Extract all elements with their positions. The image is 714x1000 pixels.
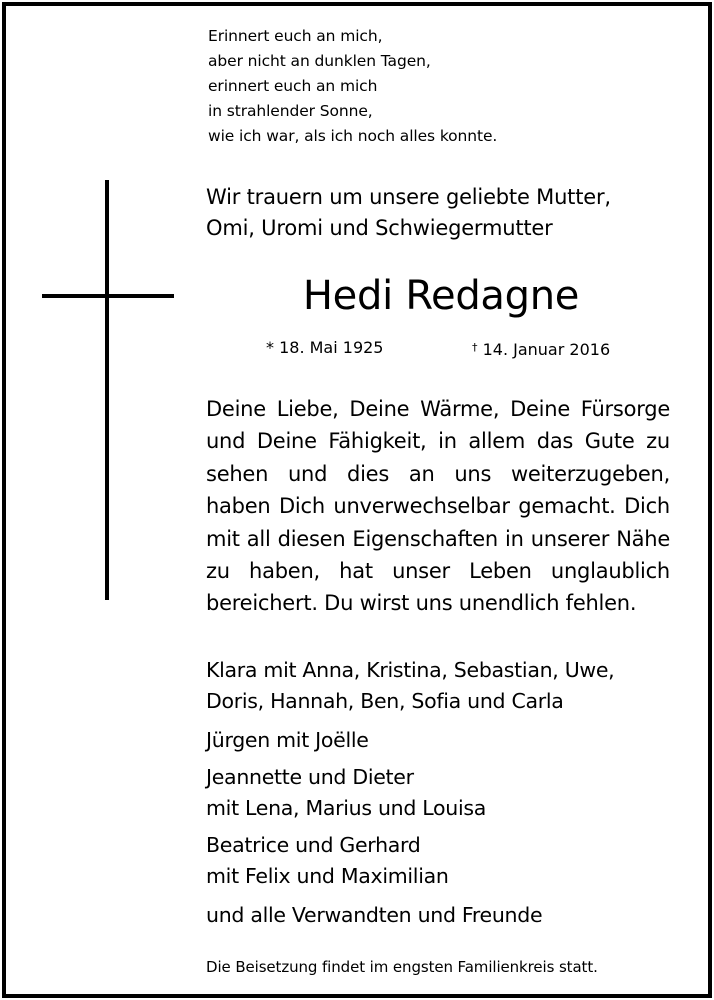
- tribute-text: Deine Liebe, Deine Wärme, Deine Fürsorge und Deine Fähigkeit, in allem das Gute zu sehen und dies an uns weiterzugeben, haben Dich unverwechselbar gemacht. Dich mit all diesen Eigenschaften in unserer Nähe zu haben, hat unser Leben unglaublich bereichert. Du wirst uns unendlich fehlen.: [206, 397, 670, 616]
- birth-symbol: *: [266, 338, 274, 357]
- death-date: [472, 337, 610, 361]
- cross-icon-crossbar: [42, 294, 174, 298]
- mourner-line: Klara mit Anna, Kristina, Sebastian, Uwe,: [206, 658, 615, 682]
- mourner-line: mit Lena, Marius und Louisa: [206, 796, 486, 820]
- intro-line: Omi, Uromi und Schwiegermutter: [206, 216, 553, 240]
- mourner-line: Jeannette und Dieter: [206, 765, 414, 789]
- birth-date: [266, 337, 383, 359]
- mourner-group: [206, 655, 614, 717]
- mourner-group: [206, 830, 614, 892]
- mourner-group: [206, 762, 614, 824]
- mourner-group: [206, 900, 614, 931]
- burial-notice: Die Beisetzung findet im engsten Familienkreis statt.: [206, 958, 598, 976]
- mourner-line: Jürgen mit Joëlle: [206, 728, 369, 752]
- poem-line: in strahlender Sonne,: [208, 102, 373, 120]
- poem-line: Erinnert euch an mich,: [208, 27, 383, 45]
- death-date-text: 14. Januar 2016: [482, 340, 611, 359]
- birth-date-text: 18. Mai 1925: [279, 338, 384, 357]
- mourner-line: mit Felix und Maximilian: [206, 864, 449, 888]
- intro-line: Wir trauern um unsere geliebte Mutter,: [206, 185, 611, 209]
- mourner-line: Doris, Hannah, Ben, Sofia und Carla: [206, 689, 564, 713]
- death-symbol: †: [472, 341, 478, 354]
- deceased-name: Hedi Redagne: [302, 273, 580, 319]
- mourner-line: Beatrice und Gerhard: [206, 833, 421, 857]
- poem: [208, 24, 497, 149]
- poem-line: erinnert euch an mich: [208, 77, 378, 95]
- mourners-list: [206, 655, 614, 931]
- mourning-intro: [206, 182, 611, 244]
- mourner-line: und alle Verwandten und Freunde: [206, 903, 543, 927]
- poem-line: aber nicht an dunklen Tagen,: [208, 52, 431, 70]
- poem-line: wie ich war, als ich noch alles konnte.: [208, 127, 498, 145]
- cross-icon: [105, 180, 109, 600]
- mourner-group: [206, 725, 614, 756]
